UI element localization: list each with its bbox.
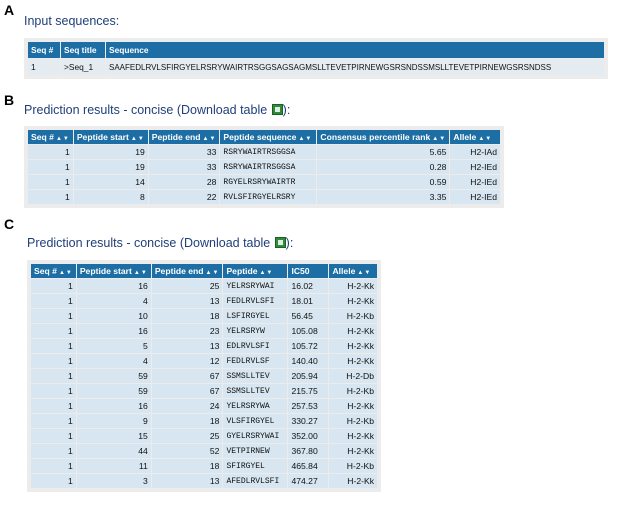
cell-seq-number: 1	[31, 294, 76, 308]
cell-peptide: YELRSRYWAI	[223, 279, 287, 293]
table-row	[28, 59, 604, 75]
prediction-results-title-b	[24, 103, 290, 117]
cell-peptide-start: 9	[77, 414, 151, 428]
cell-seq-number: 1	[31, 414, 76, 428]
cell-peptide-end: 25	[152, 429, 223, 443]
cell-peptide-end: 24	[152, 399, 223, 413]
table-row	[31, 474, 377, 488]
cell-allele: H-2-Kb	[329, 459, 377, 473]
cell-peptide: SSMSLLTEV	[223, 369, 287, 383]
cell-allele: H-2-Kk	[329, 474, 377, 488]
cell-peptide-end: 33	[149, 160, 220, 174]
table-row	[31, 399, 377, 413]
cell-peptide-start: 4	[77, 294, 151, 308]
table-row	[31, 309, 377, 323]
cell-seq-number: 1	[28, 190, 73, 204]
cell-peptide-sequence: RVLSFIRGYELRSRY	[220, 190, 316, 204]
cell-peptide-start: 19	[74, 145, 148, 159]
col-seq-title: Seq title	[61, 42, 105, 58]
sort-header-ic50[interactable]: IC50	[288, 264, 328, 278]
cell-ic50: 18.01	[288, 294, 328, 308]
excel-icon[interactable]	[272, 104, 283, 115]
cell-allele: H-2-Kb	[329, 414, 377, 428]
table-header-row	[31, 264, 377, 278]
cell-peptide: LSFIRGYEL	[223, 309, 287, 323]
table-row	[31, 369, 377, 383]
cell-peptide-end: 18	[152, 414, 223, 428]
sort-arrows-icon[interactable]: ▲▼	[432, 136, 447, 142]
table-row	[31, 354, 377, 368]
cell-allele: H-2-Kb	[329, 309, 377, 323]
sort-header-seq-number[interactable]: Seq # ▲▼	[31, 264, 76, 278]
cell-peptide-end: 52	[152, 444, 223, 458]
cell-ic50: 330.27	[288, 414, 328, 428]
results-table-c-body	[31, 279, 377, 488]
cell-allele: H2-IEd	[450, 190, 500, 204]
cell-peptide-sequence: RSRYWAIRTRSGGSA	[220, 160, 316, 174]
cell-allele: H-2-Kk	[329, 429, 377, 443]
cell-peptide-end: 25	[152, 279, 223, 293]
table-row	[28, 160, 500, 174]
cell-peptide-start: 10	[77, 309, 151, 323]
cell-ic50: 105.72	[288, 339, 328, 353]
sort-header-peptide-start[interactable]: Peptide start ▲▼	[77, 264, 151, 278]
cell-peptide: FEDLRVLSFI	[223, 294, 287, 308]
cell-peptide-end: 67	[152, 384, 223, 398]
cell-peptide-end: 23	[152, 324, 223, 338]
cell-peptide-start: 4	[77, 354, 151, 368]
title-suffix: ):	[282, 103, 291, 117]
input-sequences-table	[27, 41, 605, 76]
cell-peptide: GYELRSRYWAI	[223, 429, 287, 443]
table-row	[31, 429, 377, 443]
cell-ic50: 352.00	[288, 429, 328, 443]
cell-ic50: 367.80	[288, 444, 328, 458]
cell-peptide: SSMSLLTEV	[223, 384, 287, 398]
cell-allele: H-2-Kk	[329, 444, 377, 458]
cell-peptide-start: 44	[77, 444, 151, 458]
sort-arrows-icon[interactable]: ▲▼	[298, 136, 313, 142]
cell-seq-number: 1	[31, 309, 76, 323]
cell-allele: H2-IEd	[450, 160, 500, 174]
panel-label-b: B	[4, 92, 15, 108]
cell-peptide: EDLRVLSFI	[223, 339, 287, 353]
cell-peptide-start: 5	[77, 339, 151, 353]
sort-arrows-icon[interactable]: ▲▼	[202, 136, 217, 142]
panel-label-a: A	[4, 2, 15, 18]
cell-seq-number: 1	[31, 459, 76, 473]
sort-header-peptide-start[interactable]: Peptide start ▲▼	[74, 130, 148, 144]
cell-ic50: 140.40	[288, 354, 328, 368]
cell-seq-number: 1	[31, 399, 76, 413]
sort-header-peptide[interactable]: Peptide ▲▼	[223, 264, 287, 278]
cell-peptide: VLSFIRGYEL	[223, 414, 287, 428]
cell-peptide-end: 18	[152, 309, 223, 323]
cell-allele: H2-IAd	[450, 145, 500, 159]
cell-peptide-start: 59	[77, 384, 151, 398]
sort-header-allele[interactable]: Allele ▲▼	[329, 264, 377, 278]
download-table-link[interactable]: Download table	[181, 103, 268, 117]
sort-arrows-icon[interactable]: ▲▼	[130, 136, 145, 142]
table-row	[31, 414, 377, 428]
cell-allele: H-2-Db	[329, 369, 377, 383]
cell-peptide-start: 15	[77, 429, 151, 443]
cell-sequence: SAAFEDLRVLSFIRGYELRSRYWAIRTRSGGSAGSAGMSLLTEVETPIRNEWGSRSNDSSMSLLTEVETPIRNEWGSRSNDSS	[106, 59, 604, 75]
cell-peptide: YELRSRYWA	[223, 399, 287, 413]
table-row	[31, 294, 377, 308]
cell-peptide-end: 12	[152, 354, 223, 368]
table-row	[31, 444, 377, 458]
table-row	[31, 384, 377, 398]
results-table-b	[27, 129, 501, 205]
cell-peptide: FEDLRVLSF	[223, 354, 287, 368]
cell-seq-number: 1	[31, 354, 76, 368]
cell-peptide-sequence: RSRYWAIRTRSGGSA	[220, 145, 316, 159]
cell-ic50: 205.94	[288, 369, 328, 383]
cell-peptide: YELRSRYW	[223, 324, 287, 338]
cell-ic50: 257.53	[288, 399, 328, 413]
cell-percentile-rank: 3.35	[317, 190, 449, 204]
cell-peptide-start: 16	[77, 324, 151, 338]
cell-peptide: SFIRGYEL	[223, 459, 287, 473]
cell-seq-number: 1	[31, 444, 76, 458]
title-prefix: Prediction results - concise (	[24, 103, 182, 117]
cell-peptide-start: 59	[77, 369, 151, 383]
cell-peptide-start: 16	[77, 399, 151, 413]
results-table-c-wrap	[27, 260, 381, 492]
input-sequences-table-wrap	[24, 38, 608, 79]
cell-peptide-sequence: RGYELRSRYWAIRTR	[220, 175, 316, 189]
cell-allele: H2-IEd	[450, 175, 500, 189]
cell-peptide-end: 33	[149, 145, 220, 159]
cell-peptide-end: 28	[149, 175, 220, 189]
cell-peptide-end: 13	[152, 294, 223, 308]
cell-ic50: 465.84	[288, 459, 328, 473]
cell-ic50: 56.45	[288, 309, 328, 323]
cell-allele: H-2-Kk	[329, 339, 377, 353]
cell-allele: H-2-Kk	[329, 324, 377, 338]
sort-header-peptide-end[interactable]: Peptide end ▲▼	[152, 264, 223, 278]
cell-peptide-start: 8	[74, 190, 148, 204]
panel-label-c: C	[4, 216, 15, 232]
cell-seq-number: 1	[31, 339, 76, 353]
cell-peptide-start: 19	[74, 160, 148, 174]
cell-allele: H-2-Kk	[329, 294, 377, 308]
cell-peptide-end: 67	[152, 369, 223, 383]
cell-seq-number: 1	[31, 279, 76, 293]
cell-ic50: 16.02	[288, 279, 328, 293]
table-row	[31, 324, 377, 338]
table-row	[28, 175, 500, 189]
cell-peptide-start: 16	[77, 279, 151, 293]
cell-peptide-end: 22	[149, 190, 220, 204]
title-prefix: Prediction results - concise (	[27, 236, 185, 250]
sort-arrows-icon[interactable]: ▲▼	[133, 270, 148, 276]
cell-seq-number: 1	[28, 175, 73, 189]
cell-peptide-start: 14	[74, 175, 148, 189]
table-row	[31, 459, 377, 473]
cell-peptide-end: 13	[152, 474, 223, 488]
cell-percentile-rank: 0.28	[317, 160, 449, 174]
table-row	[28, 145, 500, 159]
col-seq-number: Seq #	[28, 42, 60, 58]
sort-arrows-icon[interactable]: ▲▼	[58, 270, 73, 276]
cell-percentile-rank: 0.59	[317, 175, 449, 189]
sort-arrows-icon[interactable]: ▲▼	[259, 270, 274, 276]
sort-header-peptide-sequence[interactable]: Peptide sequence ▲▼	[220, 130, 316, 144]
sort-header-seq-number[interactable]: Seq # ▲▼	[28, 130, 73, 144]
cell-peptide-start: 3	[77, 474, 151, 488]
sort-header-consensus-percentile-rank[interactable]: Consensus percentile rank ▲▼	[317, 130, 449, 144]
cell-ic50: 105.08	[288, 324, 328, 338]
download-table-link[interactable]: Download table	[184, 236, 271, 250]
cell-allele: H-2-Kb	[329, 384, 377, 398]
table-row	[31, 279, 377, 293]
cell-seq-title: >Seq_1	[61, 59, 105, 75]
results-table-c	[30, 263, 378, 489]
cell-allele: H-2-Kk	[329, 354, 377, 368]
excel-icon[interactable]	[275, 237, 286, 248]
cell-allele: H-2-Kk	[329, 279, 377, 293]
cell-seq-number: 1	[28, 145, 73, 159]
cell-ic50: 474.27	[288, 474, 328, 488]
sort-header-peptide-end[interactable]: Peptide end ▲▼	[149, 130, 220, 144]
cell-peptide-end: 18	[152, 459, 223, 473]
cell-peptide: AFEDLRVLSFI	[223, 474, 287, 488]
table-row	[28, 190, 500, 204]
cell-seq-number: 1	[31, 324, 76, 338]
cell-percentile-rank: 5.65	[317, 145, 449, 159]
sort-header-allele[interactable]: Allele ▲▼	[450, 130, 500, 144]
cell-peptide: VETPIRNEW	[223, 444, 287, 458]
prediction-results-title-c	[27, 236, 293, 250]
cell-seq-number: 1	[31, 384, 76, 398]
sort-arrows-icon[interactable]: ▲▼	[205, 270, 220, 276]
sort-arrows-icon[interactable]: ▲▼	[55, 136, 70, 142]
cell-seq-number: 1	[28, 59, 60, 75]
cell-peptide-start: 11	[77, 459, 151, 473]
table-header-row	[28, 42, 604, 58]
cell-seq-number: 1	[31, 369, 76, 383]
cell-seq-number: 1	[31, 474, 76, 488]
cell-ic50: 215.75	[288, 384, 328, 398]
cell-allele: H-2-Kk	[329, 399, 377, 413]
cell-peptide-end: 13	[152, 339, 223, 353]
sort-arrows-icon[interactable]: ▲▼	[357, 270, 372, 276]
title-suffix: ):	[285, 236, 294, 250]
input-sequences-title: Input sequences:	[24, 14, 120, 28]
cell-seq-number: 1	[28, 160, 73, 174]
table-header-row	[28, 130, 500, 144]
table-row	[31, 339, 377, 353]
cell-seq-number: 1	[31, 429, 76, 443]
results-table-b-wrap	[24, 126, 504, 208]
sort-arrows-icon[interactable]: ▲▼	[478, 136, 493, 142]
col-sequence: Sequence	[106, 42, 604, 58]
